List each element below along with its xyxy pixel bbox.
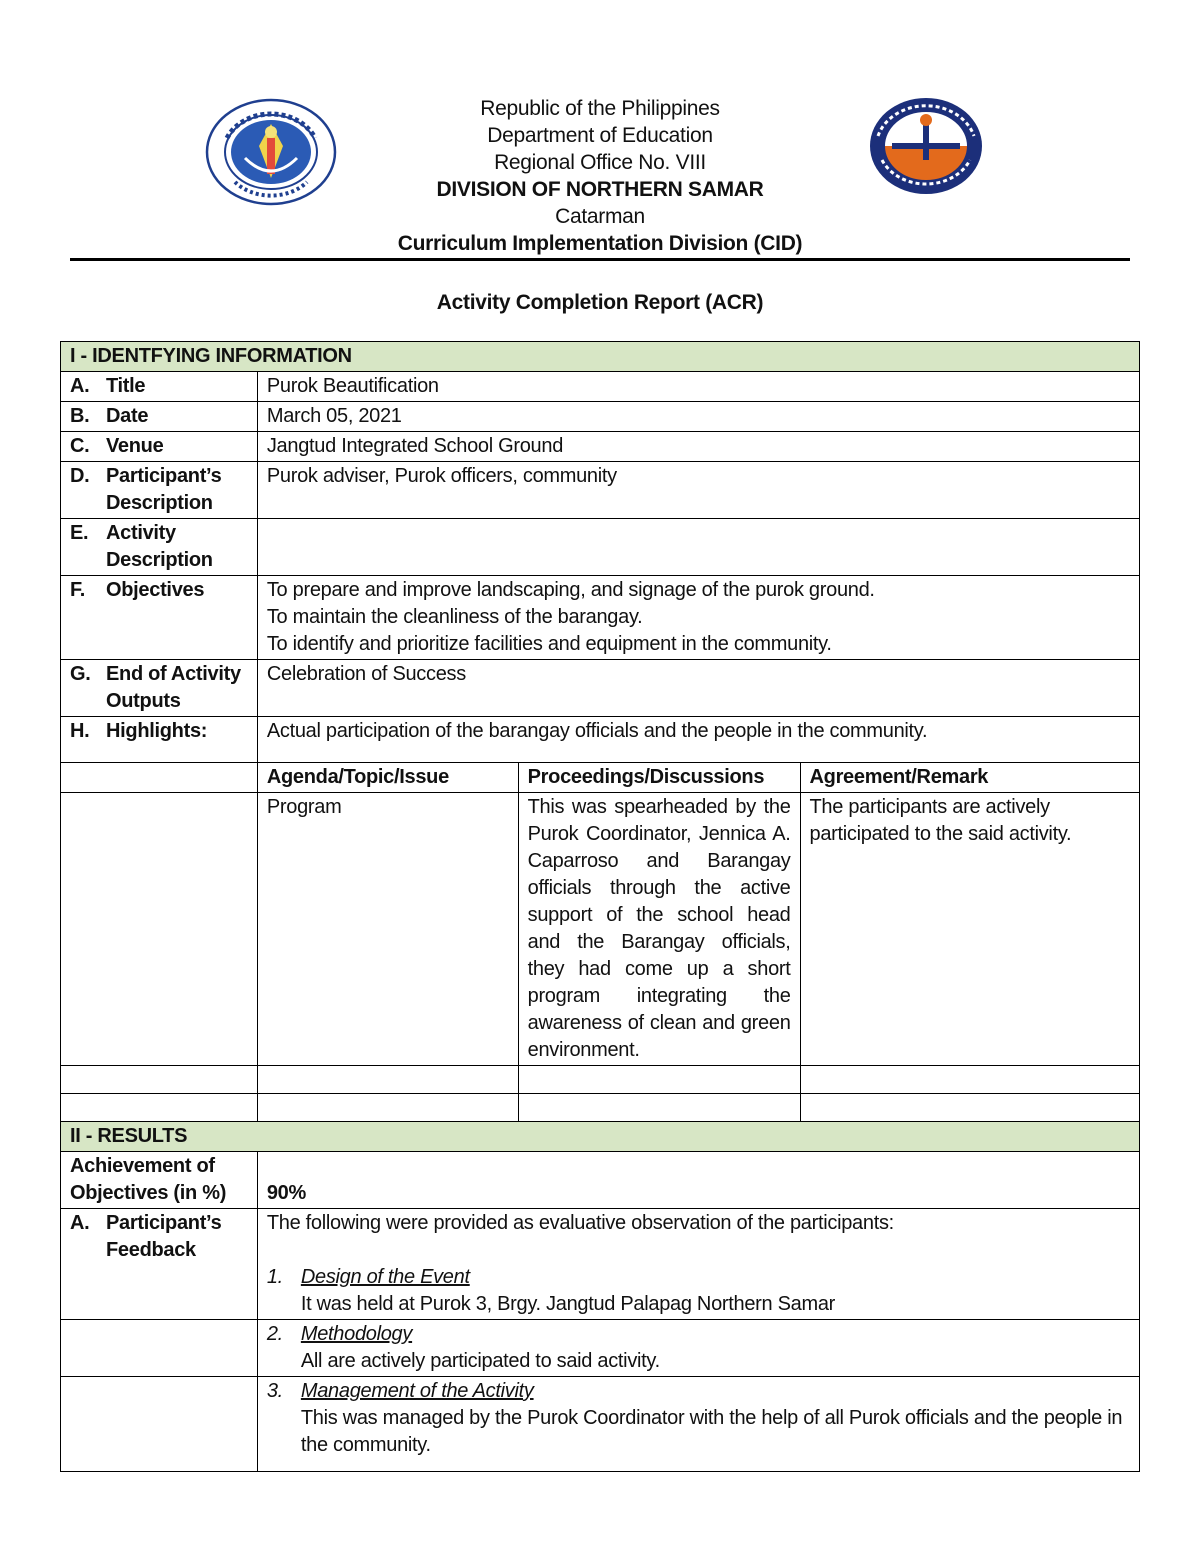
feedback-item-design: The following were provided as evaluative observation of the participants: 1. Design of the Event It was held at Purok 3, Brgy. Jangtud Palapag Northern Samar [257, 1209, 1139, 1320]
republic-line: Republic of the Philippines [480, 97, 720, 120]
empty-cell [61, 1320, 258, 1377]
row-date-label: B. Date [61, 402, 258, 432]
row-objectives-label: F. Objectives [61, 576, 258, 660]
row-title-label: A. Title [61, 372, 258, 402]
empty-cell [257, 1066, 518, 1094]
section-results-heading: II - RESULTS [61, 1122, 1140, 1152]
region-line: Regional Office No. VIII [494, 151, 706, 174]
department-line: Department of Education [487, 124, 713, 147]
agenda-header-topic: Agenda/Topic/Issue [257, 763, 518, 793]
objective-item: To maintain the cleanliness of the barangay. [266, 606, 643, 628]
row-date-value: March 05, 2021 [257, 402, 1139, 432]
page-title: Activity Completion Report (ACR) [436, 291, 764, 314]
row-title-value: Purok Beautification [257, 372, 1139, 402]
empty-cell [800, 1094, 1139, 1122]
objective-item: To prepare and improve landscaping, and signage of the purok ground. [266, 579, 875, 601]
empty-cell [800, 1066, 1139, 1094]
city-line: Catarman [555, 205, 645, 228]
agenda-remark-cell: The participants are actively participated to the said activity. [800, 793, 1139, 1066]
agenda-header-proceedings: Proceedings/Discussions [518, 763, 800, 793]
feedback-label: A. Participant’s Feedback [61, 1209, 258, 1320]
division-line: DIVISION OF NORTHERN SAMAR [436, 178, 764, 201]
letterhead [300, 95, 900, 257]
row-participants-label: D. Participant’s Description [61, 462, 258, 519]
row-activity-label: E. Activity Description [61, 519, 258, 576]
acr-table [60, 341, 1140, 1472]
row-venue-label: C. Venue [61, 432, 258, 462]
row-participants-value: Purok adviser, Purok officers, community [257, 462, 1139, 519]
agenda-proceedings-cell: This was spearheaded by the Purok Coordinator, Jennica A. Caparroso and Barangay officials through the active support of the school head and the Barangay officials, they had come up a short program integrating the awareness of clean and green environment. [518, 793, 800, 1066]
agenda-topic-cell: Program [257, 793, 518, 1066]
row-activity-value [257, 519, 1139, 576]
empty-cell [61, 1066, 258, 1094]
feedback-item-methodology: 2. Methodology All are actively participated to said activity. [257, 1320, 1139, 1377]
row-highlights-label: H. Highlights: [61, 717, 258, 763]
empty-cell [518, 1066, 800, 1094]
row-outputs-value: Celebration of Success [257, 660, 1139, 717]
row-outputs-label: G. End of Activity Outputs [61, 660, 258, 717]
empty-cell [61, 1094, 258, 1122]
feedback-item-management: 3. Management of the Activity This was managed by the Purok Coordinator with the help of all Purok officials and the people in the community. [257, 1377, 1139, 1472]
feedback-intro: The following were provided as evaluative observation of the participants: [266, 1212, 894, 1234]
row-venue-value: Jangtud Integrated School Ground [257, 432, 1139, 462]
agenda-header-blank [61, 763, 258, 793]
row-highlights-value: Actual participation of the barangay officials and the people in the community. [257, 717, 1139, 763]
header-divider [70, 258, 1130, 261]
empty-cell [61, 1377, 258, 1472]
empty-cell [257, 1094, 518, 1122]
agenda-header-remark: Agreement/Remark [800, 763, 1139, 793]
achievement-value: 90% [257, 1152, 1139, 1209]
agenda-row-blank [61, 793, 258, 1066]
row-objectives-value [257, 576, 1139, 660]
section-identifying-heading: I - IDENTFYING INFORMATION [61, 342, 1140, 372]
office-line: Curriculum Implementation Division (CID) [397, 232, 803, 255]
achievement-label: Achievement of Objectives (in %) [61, 1152, 258, 1209]
objective-item: To identify and prioritize facilities and equipment in the community. [266, 633, 832, 655]
empty-cell [518, 1094, 800, 1122]
